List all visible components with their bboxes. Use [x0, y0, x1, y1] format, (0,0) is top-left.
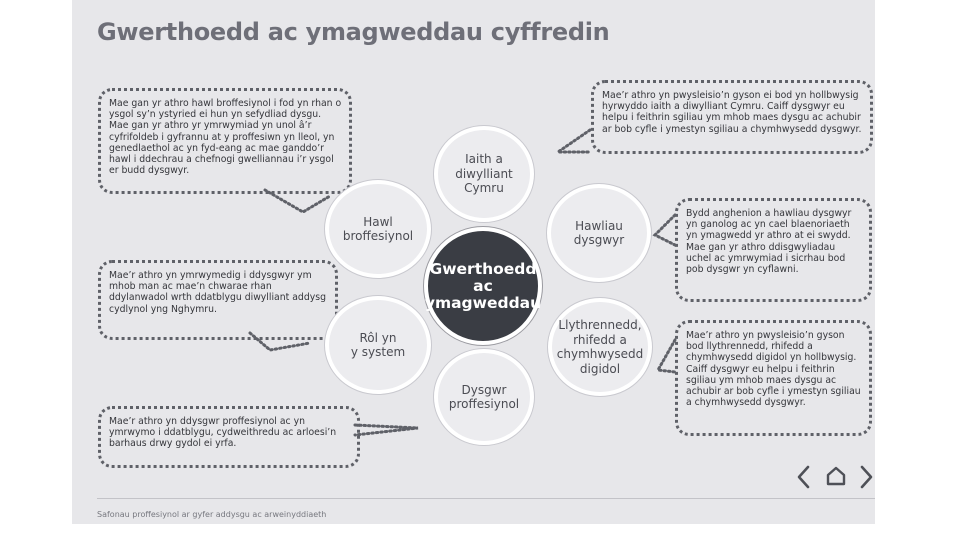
- bubble-numeracy: Mae’r athro yn pwysleisio’n gyson bod llythrennedd, rhifedd a chymhwysedd digidol yn hollbwysig. Caiff dysgwyr eu helpu i feithrin sgiliau ym mhob maes dysgu ac achubir ar bob cyfle i ymestyn sgiliau a chymhwysedd dysgwyr.: [675, 320, 872, 436]
- chevron-left-icon: [791, 462, 817, 492]
- next-button[interactable]: [853, 462, 879, 492]
- circle-learner: [434, 349, 534, 445]
- circle-autonomy-label: Hawl broffesiynol: [342, 214, 414, 243]
- bubble-tail-learner: [355, 425, 418, 435]
- footer-text: Safonau proffesiynol ar gyfer addysgu ac arweinyddiaeth: [97, 510, 327, 519]
- bubble-tail-language: [558, 130, 590, 152]
- bubble-language: Mae’r athro yn pwysleisio’n gyson ei bod yn hollbwysig hyrwyddo iaith a diwylliant Cymru. Caiff dysgwyr eu helpu i feithrin sgiliau ym mhob maes dysgu ac achubir ar bob cyfle i ymestyn sgiliau a chymhwysedd dysgwyr.: [591, 80, 873, 154]
- bubble-system: Mae’r athro yn ymrwymedig i ddysgwyr ym mhob man ac mae’n chwarae rhan ddylanwadol wrth ddatblygu diwylliant addysg cydlynol yng Nghymru.: [98, 260, 338, 340]
- circle-rights: [547, 184, 651, 282]
- footer-divider: [97, 498, 875, 499]
- bubble-tail-numeracy: [658, 340, 675, 372]
- bubble-rights: Bydd anghenion a hawliau dysgwyr yn ganolog ac yn cael blaenoriaeth yn ymagwedd yr athro at ei swydd. Mae gan yr athro ddisgwyliadau uchel ac ymrwymiad i sicrhau bod pob dysgwr yn cyflawni.: [675, 198, 872, 302]
- home-button[interactable]: [823, 462, 849, 492]
- chevron-right-icon: [853, 462, 879, 492]
- center-circle: [424, 227, 542, 345]
- bubble-learner: Mae’r athro yn ddysgwr proffesiynol ac yn ymrwymo i ddatblygu, cydweithredu ac arloesi’n barhaus drwy gydol ei yrfa.: [98, 406, 360, 468]
- circle-system: [325, 296, 431, 394]
- bubble-tail-rights: [655, 215, 675, 245]
- circle-learner-label: Dysgwr proffesiynol: [448, 382, 520, 411]
- circle-autonomy: [325, 180, 431, 278]
- center-label: Gwerthoedd ac ymagweddau: [424, 259, 542, 312]
- page-title: Gwerthoedd ac ymagweddau cyffredin: [97, 18, 610, 46]
- bubble-autonomy: Mae gan yr athro hawl broffesiynol i fod yn rhan o ysgol sy’n ystyried ei hun yn sefydliad dysgu. Mae gan yr athro yr ymrwymiad yn unol â’r cyfrifoldeb i gyfrannu at y proffesiwn yn lleol, yn genedlaethol ac yn fyd-eang ac mae ganddo’r hawl i ddechrau a chefnogi gwelliannau i’r ysgol er budd dysgwyr.: [98, 88, 352, 194]
- home-icon: [823, 462, 849, 492]
- circle-language: [434, 126, 534, 222]
- circle-language-label: Iaith a diwylliant Cymru: [455, 152, 513, 196]
- circle-numeracy: [548, 298, 652, 396]
- circle-rights-label: Hawliau dysgwyr: [573, 218, 625, 247]
- circle-numeracy-label: Llythrennedd, rhifedd a chymhwysedd digidol: [556, 318, 644, 376]
- circle-system-label: Rôl yn y system: [350, 330, 406, 359]
- prev-button[interactable]: [791, 462, 817, 492]
